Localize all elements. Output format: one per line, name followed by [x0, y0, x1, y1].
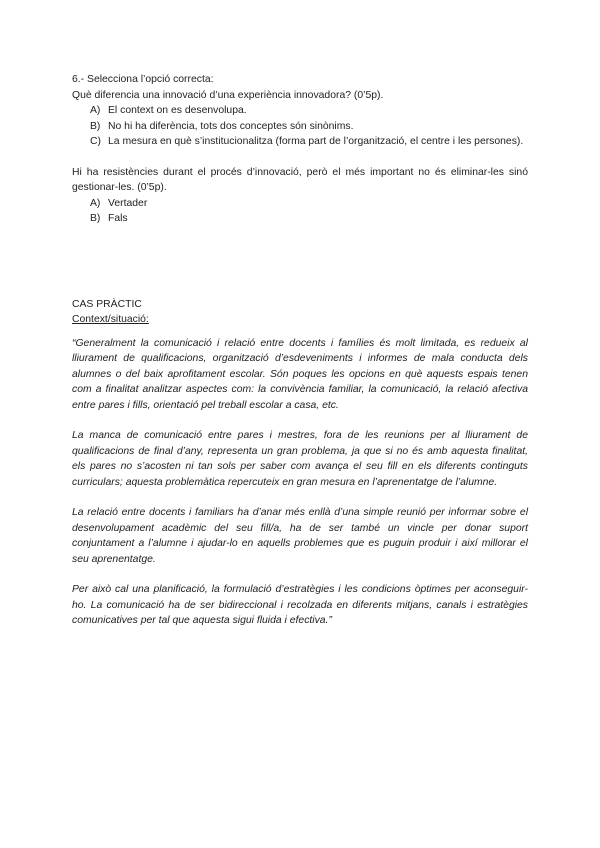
option-letter: C): [90, 136, 101, 147]
question-7-option-b[interactable]: [90, 211, 528, 227]
question-6-option-b[interactable]: [90, 119, 528, 135]
case-title: CAS PRÀCTIC: [72, 298, 142, 310]
option-text: El context on es desenvolupa.: [108, 105, 247, 116]
spacer: [72, 150, 528, 165]
option-letter: A): [90, 105, 101, 116]
question-7-options: [72, 196, 528, 227]
case-paragraph: Per això cal una planificació, la formulació d’estratègies i les condicions òptimes per aconseguir-ho. La comunicació ha de ser bidireccional i recolzada en diferents mitjans, canals i estratègies comunicatives per tal que aquesta sigui fluida i efectiva.”: [72, 584, 528, 626]
case-paragraph: La manca de comunicació entre pares i mestres, fora de les reunions per al lliurament de qualificacions de final d’any, representa un gran problema, ja que si no és amb aquesta finalitat, els pares no s’acosten ni tan sols per saber com avança el seu fill en els diferents continguts curriculars; aquesta problemàtica repercuteix en gran mesura en l’aprenentatge de l’alumne.: [72, 430, 528, 488]
question-6-option-c[interactable]: [90, 134, 528, 150]
option-letter: B): [90, 213, 101, 224]
spacer: [72, 227, 528, 297]
question-6-prompt: Què diferencia una innovació d’una experiència innovadora? (0’5p).: [72, 89, 384, 101]
question-7-prompt: Hi ha resistències durant el procés d’innovació, però el més important no és eliminar-les sinó gestionar-les. (0’5p).: [72, 166, 528, 193]
case-subtitle: Context/situació:: [72, 314, 149, 325]
question-6-heading: 6.- Selecciona l’opció correcta:: [72, 74, 214, 85]
option-text: No hi ha diferència, tots dos conceptes són sinònims.: [108, 120, 354, 132]
option-letter: A): [90, 197, 101, 209]
question-6-options: [72, 103, 528, 150]
option-text: La mesura en què s’institucionalitza (forma part de l’organització, el centre i les persones).: [108, 136, 524, 147]
case-paragraph: La relació entre docents i familiars ha d’anar més enllà d’una simple reunió per informar sobre el desenvolupament acadèmic del seu fill/a, ha de ser també un vincle per donar suport conjuntament a l’alumne i ajudar-lo en aquells problemes que es puguin produir i així millorar el seu aprenentatge.: [72, 507, 528, 565]
spacer: [72, 328, 528, 336]
case-paragraph: “Generalment la comunicació i relació entre docents i famílies és molt limitada, es redueix al lliurament de qualificacions, organització d’esdeveniments i informes de mala conducta dels alumnes o del baix aprofitament escolar. Són poques les opcions en què aquests espais tenen com a finalitat analitzar aspectes com: la convivència familiar, la comunicació, la relació afectiva entre pares i fills, orientació pel treball escolar a casa, etc.: [72, 337, 528, 411]
option-text: Fals: [108, 213, 128, 224]
question-6-option-a[interactable]: [90, 103, 528, 119]
option-letter: B): [90, 120, 101, 132]
question-7-option-a[interactable]: [90, 196, 528, 212]
option-text: Vertader: [108, 197, 148, 209]
